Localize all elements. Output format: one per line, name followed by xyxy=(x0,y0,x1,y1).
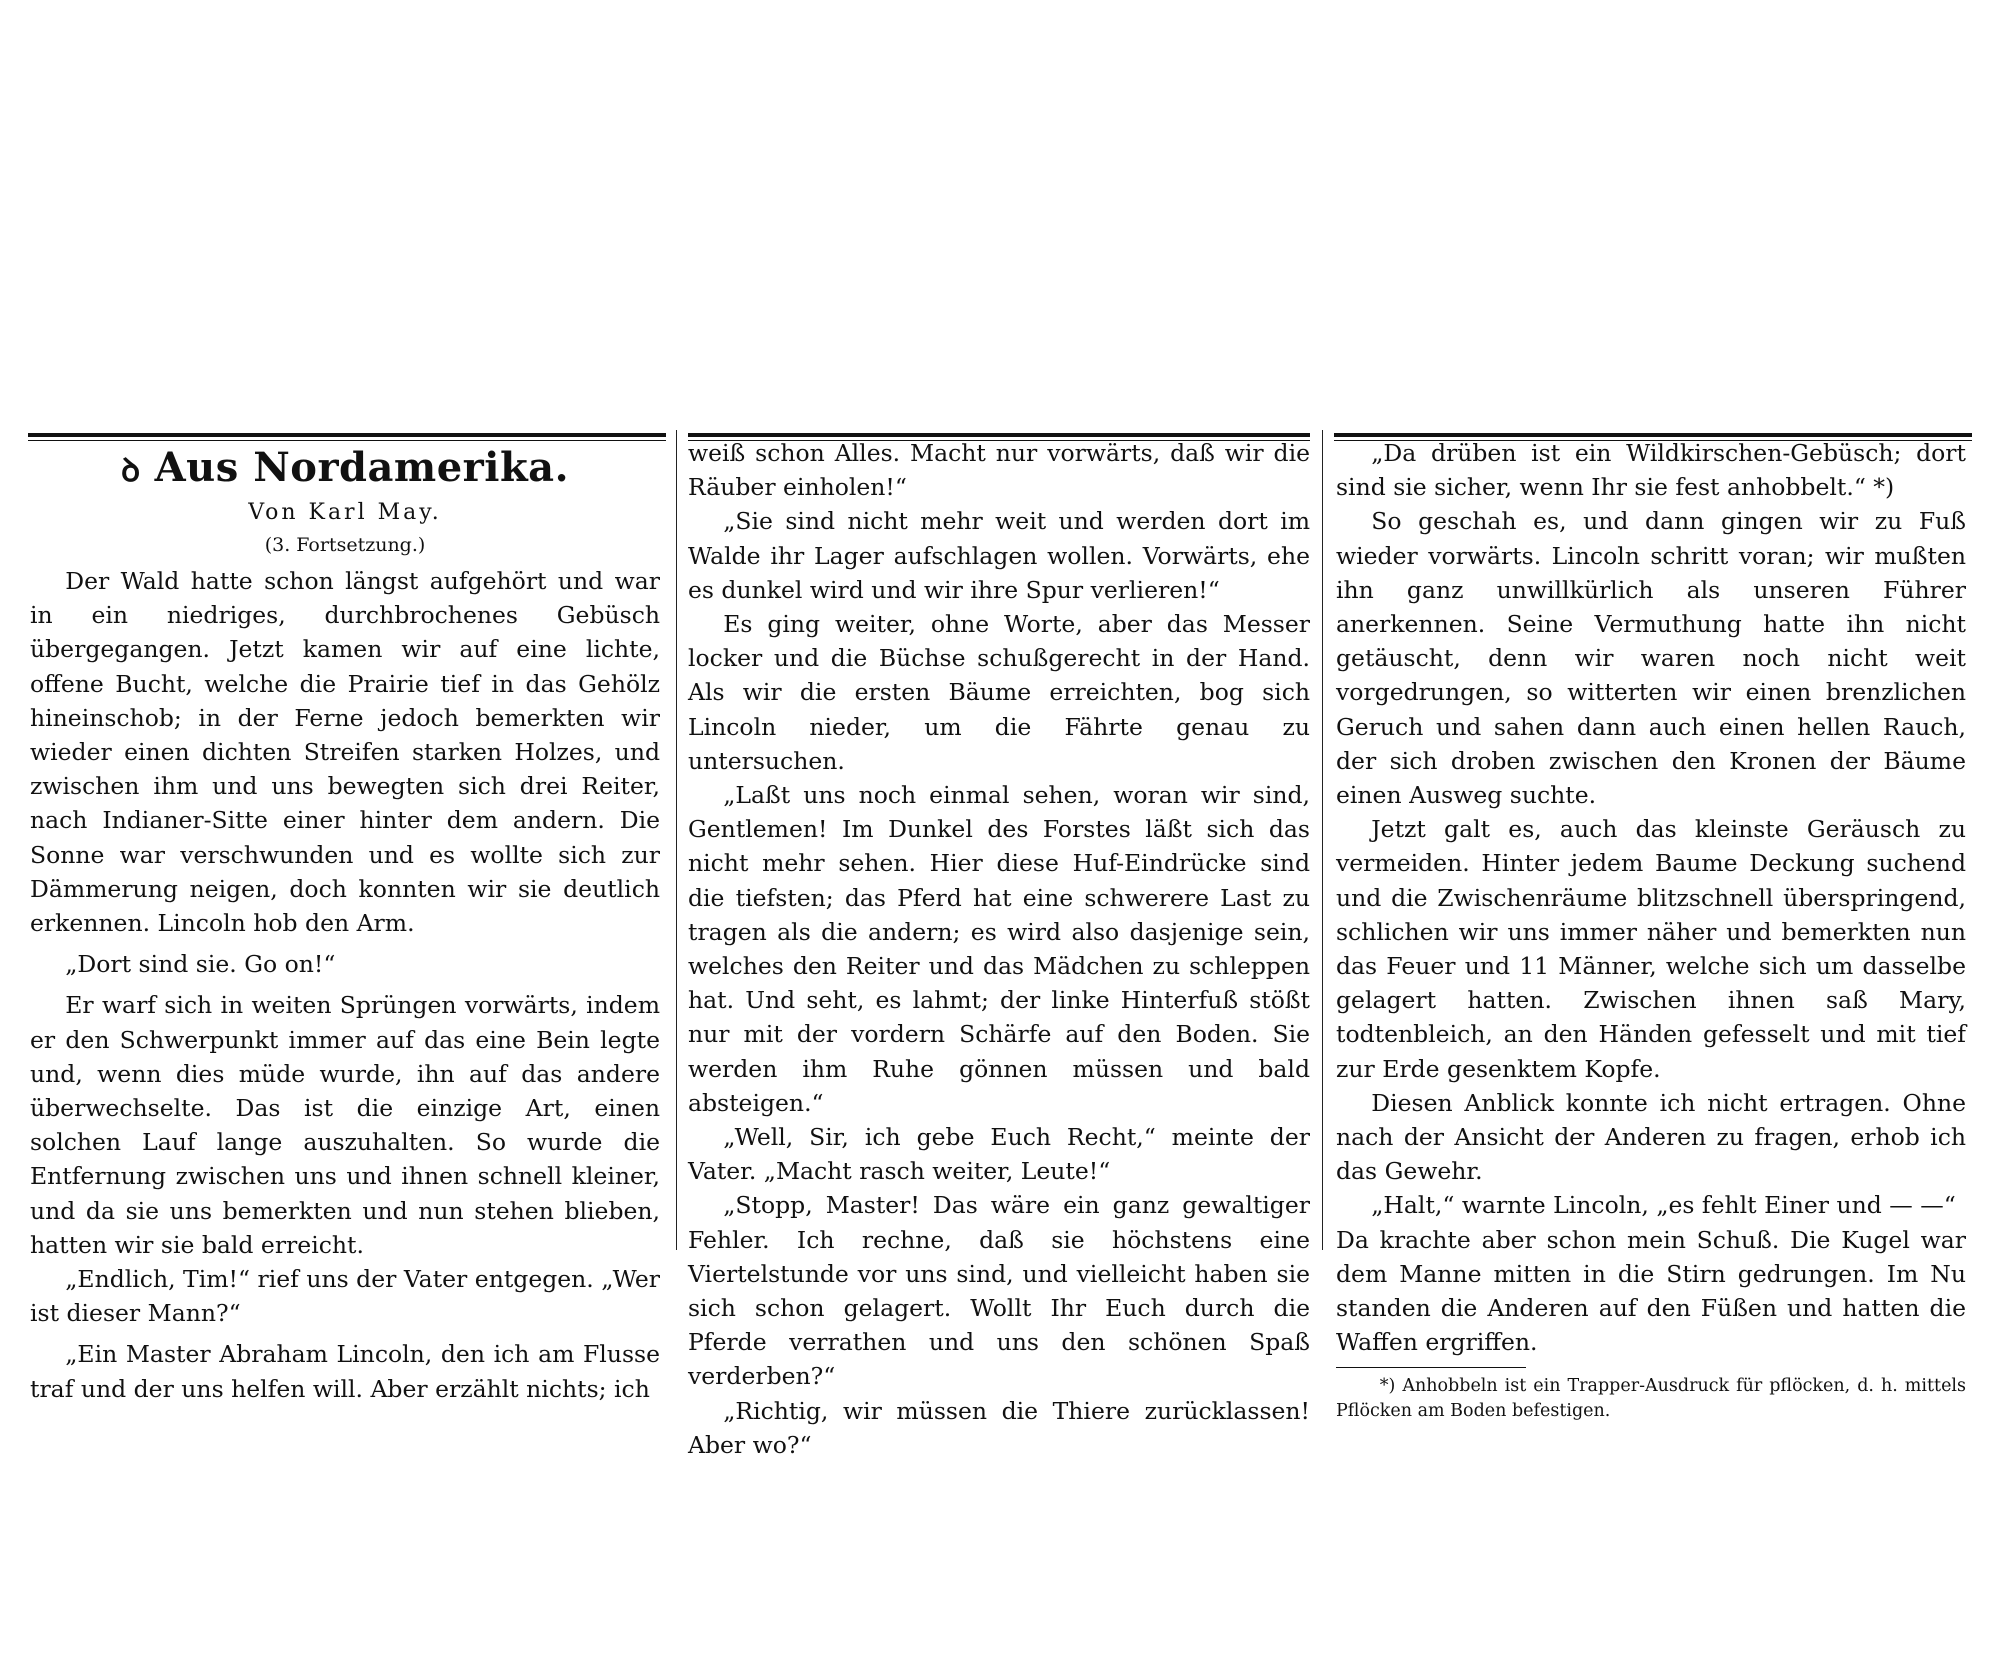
paragraph: Er warf sich in weiten Sprüngen vorwärts, indem er den Schwerpunkt immer auf das eine Bein legte und, wenn dies müde wurde, ihn auf das andere überwechselte. Das ist die einzige Art, einen solchen Lauf lange auszuhalten. So wurde die Entfernung zwischen uns und ihnen schnell kleiner, und da sie uns bemerkten und nun stehen blieben, hatten wir sie bald erreicht. xyxy=(30,991,660,1259)
paragraph: „Da drüben ist ein Wildkirschen-Gebüsch; dort sind sie sicher, wenn Ihr sie fest anhobbelt.“ *) xyxy=(1336,439,1966,502)
paragraph: So geschah es, und dann gingen wir zu Fuß wieder vorwärts. Lincoln schritt voran; wir mußten ihn ganz unwillkürlich als unseren Führer anerkennen. Seine Vermuthung hatte ihn nicht getäuscht, denn wir waren noch nicht weit vorgedrungen, so witterten wir einen brenzlichen Geruch und sahen dann auch einen hellen Rauch, der sich droben zwischen den Kronen der Bäume einen Ausweg suchte. xyxy=(1336,507,1966,810)
paragraph: Der Wald hatte schon längst aufgehört und war in ein niedriges, durchbrochenes Gebüsch übergegangen. Jetzt kamen wir auf eine lichte, offene Bucht, welche die Prairie tief in das Gehölz hineinschob; in der Ferne jedoch bemerkten wir wieder einen dichten Streifen starken Holzes, und zwischen ihm und uns bewegten sich drei Reiter, nach Indianer-Sitte einer hinter dem andern. Die Sonne war verschwunden und es wollte sich zur Dämmerung neigen, doch konnten wir sie deutlich erkennen. Lincoln hob den Arm. xyxy=(30,567,660,938)
article-title-text: Aus Nordamerika. xyxy=(154,444,570,491)
article-column-2 xyxy=(688,436,1310,1462)
paragraph: „Endlich, Tim!“ rief uns der Vater entgegen. „Wer ist dieser Mann?“ xyxy=(30,1265,660,1328)
article-column-3 xyxy=(1336,436,1966,1424)
paragraph: Diesen Anblick konnte ich nicht ertragen. Ohne nach der Ansicht der Anderen zu fragen, erhob ich das Gewehr. xyxy=(1336,1088,1966,1186)
paragraph: „Richtig, wir müssen die Thiere zurücklassen! Aber wo?“ xyxy=(688,1396,1310,1459)
paragraph: Da krachte aber schon mein Schuß. Die Kugel war dem Manne mitten in die Stirn gedrungen. Im Nu standen die Anderen auf den Füßen und hatten die Waffen ergriffen. xyxy=(1336,1225,1966,1357)
paragraph: „Laßt uns noch einmal sehen, woran wir sind, Gentlemen! Im Dunkel des Forstes läßt sich das nicht mehr sehen. Hier diese Huf-Eindrücke sind die tiefsten; das Pferd hat eine schwerere Last zu tragen als die andern; es wird also dasjenige sein, welches den Reiter und das Mädchen zu schleppen hat. Und seht, es lahmt; der linke Hinterfuß stößt nur mit der vordern Schärfe auf den Boden. Sie werden ihm Ruhe gönnen müssen und bald absteigen.“ xyxy=(688,781,1310,1117)
column-separator-1 xyxy=(676,430,677,1250)
paragraph: weiß schon Alles. Macht nur vorwärts, daß wir die Räuber einholen!“ xyxy=(688,439,1310,502)
paragraph: „Halt,“ warnte Lincoln, „es fehlt Einer und — —“ xyxy=(1371,1191,1956,1220)
footnote-rule xyxy=(1336,1367,1526,1368)
article-column-1 xyxy=(30,436,660,1406)
paragraph: Es ging weiter, ohne Worte, aber das Messer locker und die Büchse schußgerecht in der Hand. Als wir die ersten Bäume erreichten, bog sich Lincoln nieder, um die Fährte genau zu untersuchen. xyxy=(688,610,1310,775)
paragraph: „Sie sind nicht mehr weit und werden dort im Walde ihr Lager aufschlagen wollen. Vorwärts, ehe es dunkel wird und wir ihre Spur verlieren!“ xyxy=(688,507,1310,604)
paragraph: Jetzt galt es, auch das kleinste Geräusch zu vermeiden. Hinter jedem Baume Deckung suchend und die Zwischenräume blitzschnell überspringend, schlichen wir uns immer näher und bemerkten nun das Feuer und 11 Männer, welche sich um dasselbe gelagert hatten. Zwischen ihnen saß Mary, todtenbleich, an den Händen gefesselt und mit tief zur Erde gesenktem Kopfe. xyxy=(1336,815,1966,1083)
section-mark: ꝺ xyxy=(120,451,141,489)
paragraph: „Dort sind sie. Go on!“ xyxy=(65,950,336,979)
column-separator-2 xyxy=(1322,430,1323,1250)
paragraph: „Stopp, Master! Das wäre ein ganz gewaltiger Fehler. Ich rechne, daß sie höchstens eine Viertelstunde vor uns sind, und vielleicht haben sie sich schon gelagert. Wollt Ihr Euch durch die Pferde verrathen und uns den schönen Spaß verderben?“ xyxy=(688,1191,1310,1391)
article-byline: Von Karl May. xyxy=(248,500,442,525)
paragraph: „Ein Master Abraham Lincoln, den ich am Flusse traf und der uns helfen will. Aber erzählt nichts; ich xyxy=(30,1340,660,1403)
footnote: *) Anhobbeln ist ein Trapper-Ausdruck für pflöcken, d. h. mittels Pflöcken am Boden befestigen. xyxy=(1336,1376,1966,1422)
paragraph: „Well, Sir, ich gebe Euch Recht,“ meinte der Vater. „Macht rasch weiter, Leute!“ xyxy=(688,1123,1310,1186)
article-installment: (3. Fortsetzung.) xyxy=(264,534,426,556)
article-title xyxy=(30,444,660,494)
